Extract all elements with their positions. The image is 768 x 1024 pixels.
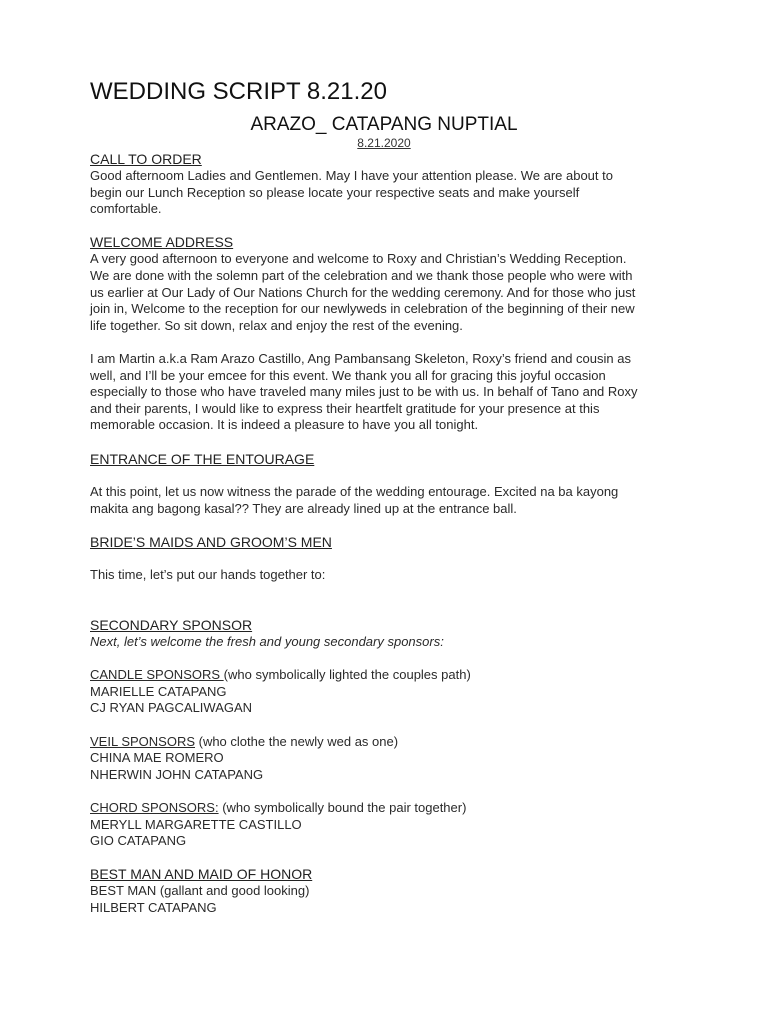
call-to-order-line: comfortable. <box>90 201 162 217</box>
call-to-order-line: Good afternoom Ladies and Gentlemen. May I have your attention please. We are about to <box>90 168 613 183</box>
emcee-line: and their parents, I would like to express their heartfelt gratitude for your presence at this <box>90 400 600 416</box>
secondary-sponsor-intro: Next, let’s welcome the fresh and young secondary sponsors: <box>90 634 444 650</box>
document-subtitle: ARAZO_ CATAPANG NUPTIAL <box>250 114 518 135</box>
sponsor-name: MARIELLE CATAPANG <box>90 683 227 699</box>
entourage-heading: ENTRANCE OF THE ENTOURAGE <box>90 450 315 467</box>
chord-sponsors-label: CHORD SPONSORS: <box>90 800 219 815</box>
welcome-line: life together. So sit down, relax and enjoy the rest of the evening. <box>90 317 463 333</box>
candle-sponsors-line <box>90 667 680 684</box>
welcome-line: us earlier at Our Lady of Our Nations Church for the wedding ceremony. And for those who just <box>90 284 636 300</box>
emcee-line: especially to those who have traveled many miles just to be with us. In behalf of Tano and Roxy <box>90 384 638 400</box>
veil-sponsors-line <box>90 734 680 751</box>
call-to-order-line: begin our Lunch Reception so please locate your respective seats and make yourself <box>90 184 580 200</box>
candle-sponsors-label: CANDLE SPONSORS <box>90 667 224 683</box>
call-to-order-heading: CALL TO ORDER <box>90 151 202 167</box>
candle-sponsors-note: (who symbolically lighted the couples path) <box>223 667 471 683</box>
document-date: 8.21.2020 <box>357 136 411 150</box>
bridesmaids-line: This time, let’s put our hands together to: <box>90 567 326 583</box>
entourage-line: makita ang bagong kasal?? They are already lined up at the entrance ball. <box>90 500 517 516</box>
welcome-line: A very good afternoon to everyone and welcome to Roxy and Christian’s Wedding Reception. <box>90 251 627 267</box>
document-title: WEDDING SCRIPT 8.21.20 <box>90 78 387 105</box>
best-man-heading: BEST MAN AND MAID OF HONOR <box>90 866 313 883</box>
chord-sponsors-line <box>90 800 680 817</box>
veil-sponsors-note: (who clothe the newly wed as one) <box>195 733 399 749</box>
welcome-line: join in, Welcome to the reception for our newlyweds in celebration of the beginning of their new <box>90 301 635 317</box>
veil-sponsors-label: VEIL SPONSORS <box>90 733 195 749</box>
document-body <box>90 151 680 917</box>
sponsor-name: GIO CATAPANG <box>90 833 187 849</box>
secondary-sponsor-heading: SECONDARY SPONSOR <box>90 617 253 634</box>
best-man-line: BEST MAN (gallant and good looking) <box>90 883 310 899</box>
sponsor-name: CHINA MAE ROMERO <box>90 750 224 766</box>
sponsor-name: NHERWIN JOHN CATAPANG <box>90 766 264 782</box>
emcee-line: well, and I’ll be your emcee for this event. We thank you all for gracing this joyful occasion <box>90 367 606 383</box>
welcome-line: We are done with the solemn part of the celebration and we thank those people who were with <box>90 267 633 283</box>
chord-sponsors-note: (who symbolically bound the pair together) <box>218 800 467 815</box>
emcee-line: I am Martin a.k.a Ram Arazo Castillo, Ang Pambansang Skeleton, Roxy’s friend and cousin as <box>90 350 631 366</box>
welcome-address-heading: WELCOME ADDRESS <box>90 234 234 251</box>
best-man-name: HILBERT CATAPANG <box>90 899 217 915</box>
bridesmaids-heading: BRIDE’S MAIDS AND GROOM’S MEN <box>90 533 332 550</box>
emcee-line: memorable occasion. It is indeed a pleasure to have you all tonight. <box>90 417 479 433</box>
sponsor-name: MERYLL MARGARETTE CASTILLO <box>90 816 302 832</box>
entourage-line: At this point, let us now witness the parade of the wedding entourage. Excited na ba kayong <box>90 484 619 500</box>
sponsor-name: CJ RYAN PAGCALIWAGAN <box>90 700 253 716</box>
